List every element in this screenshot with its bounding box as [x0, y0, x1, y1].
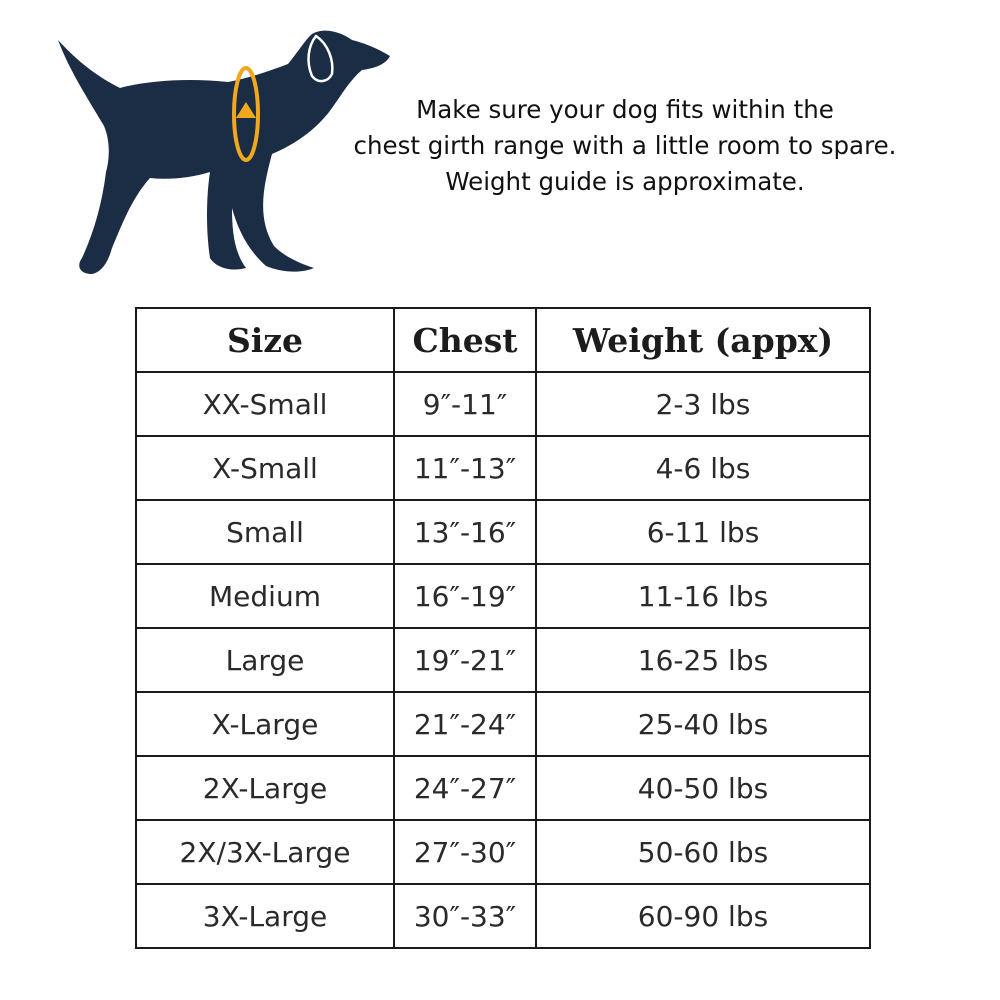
- table-row: [136, 628, 870, 692]
- table-row: [136, 436, 870, 500]
- table-row: [136, 692, 870, 756]
- instructions-line-1: Make sure your dog fits within the: [416, 95, 834, 124]
- cell-weight: 4-6 lbs: [536, 436, 870, 500]
- table-row: [136, 500, 870, 564]
- table-row: [136, 820, 870, 884]
- instructions-line-3: Weight guide is approximate.: [445, 167, 805, 196]
- cell-size: Small: [136, 500, 394, 564]
- cell-size: 2X-Large: [136, 756, 394, 820]
- cell-weight: 40-50 lbs: [536, 756, 870, 820]
- cell-size: 3X-Large: [136, 884, 394, 948]
- cell-chest: 11″-13″: [394, 436, 536, 500]
- cell-chest: 24″-27″: [394, 756, 536, 820]
- fit-instructions: [315, 92, 935, 200]
- cell-weight: 16-25 lbs: [536, 628, 870, 692]
- cell-weight: 6-11 lbs: [536, 500, 870, 564]
- table-header-row: [136, 308, 870, 372]
- cell-chest: 21″-24″: [394, 692, 536, 756]
- table-row: [136, 564, 870, 628]
- table-row: [136, 372, 870, 436]
- cell-size: Medium: [136, 564, 394, 628]
- cell-size: X-Small: [136, 436, 394, 500]
- cell-weight: 11-16 lbs: [536, 564, 870, 628]
- instructions-line-2: chest girth range with a little room to spare.: [353, 131, 897, 160]
- cell-chest: 30″-33″: [394, 884, 536, 948]
- cell-size: X-Large: [136, 692, 394, 756]
- cell-chest: 9″-11″: [394, 372, 536, 436]
- cell-size: XX-Small: [136, 372, 394, 436]
- table-row: [136, 884, 870, 948]
- header-weight: Weight (appx): [536, 308, 870, 372]
- header-size: Size: [136, 308, 394, 372]
- cell-chest: 16″-19″: [394, 564, 536, 628]
- cell-weight: 60-90 lbs: [536, 884, 870, 948]
- cell-size: Large: [136, 628, 394, 692]
- cell-weight: 2-3 lbs: [536, 372, 870, 436]
- cell-chest: 27″-30″: [394, 820, 536, 884]
- cell-chest: 13″-16″: [394, 500, 536, 564]
- cell-weight: 50-60 lbs: [536, 820, 870, 884]
- size-chart-table: [135, 307, 871, 949]
- cell-size: 2X/3X-Large: [136, 820, 394, 884]
- table-row: [136, 756, 870, 820]
- cell-weight: 25-40 lbs: [536, 692, 870, 756]
- cell-chest: 19″-21″: [394, 628, 536, 692]
- header-chest: Chest: [394, 308, 536, 372]
